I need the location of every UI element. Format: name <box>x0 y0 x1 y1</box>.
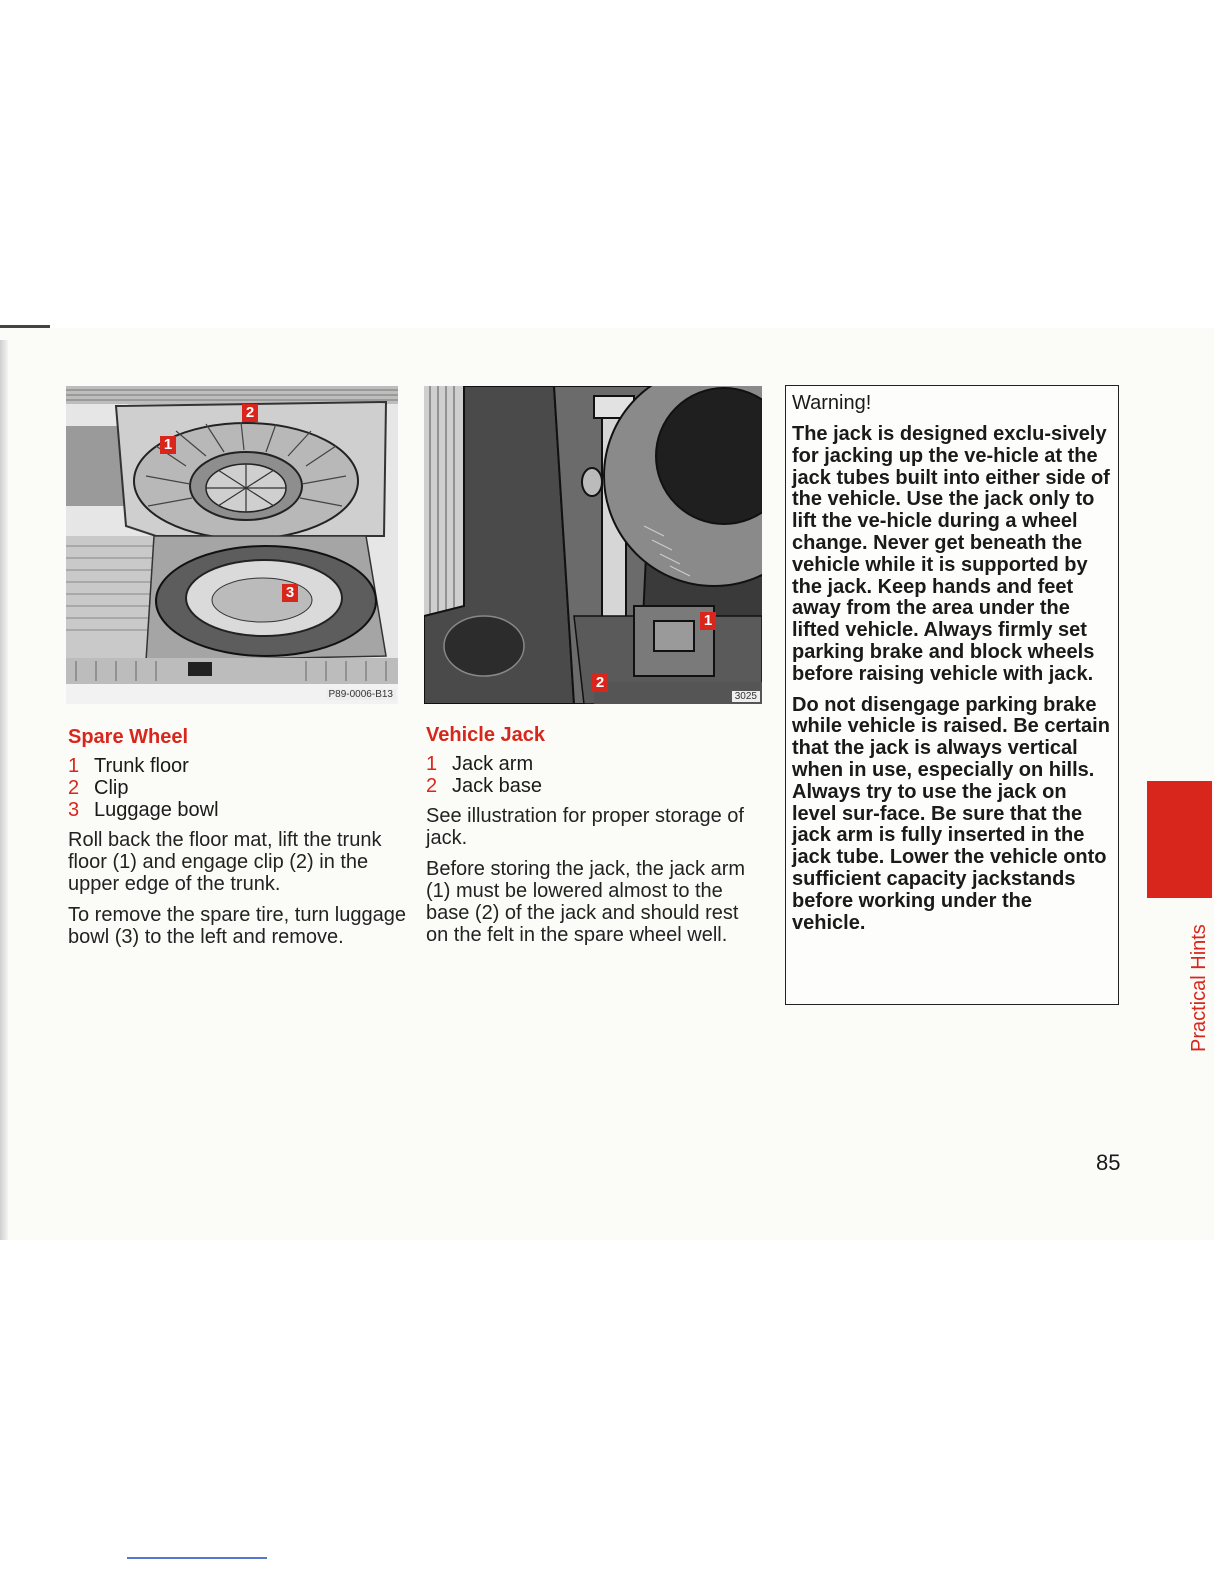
bottom-rule <box>127 1557 267 1559</box>
legend-number: 2 <box>68 777 80 799</box>
warning-title: Warning! <box>792 392 872 414</box>
warning-box <box>785 385 1119 1005</box>
legend-item <box>68 799 408 821</box>
body-paragraph: Roll back the floor mat, lift the trunk floor (1) and engage clip (2) in the upper edge of the trunk. <box>68 829 382 895</box>
crop-mark <box>0 325 50 328</box>
page-edge-shadow <box>0 340 8 1240</box>
legend-label: Luggage bowl <box>94 799 219 821</box>
page-number: 85 <box>1096 1150 1121 1175</box>
spare-wheel-illustration <box>66 386 398 704</box>
callout-2: 2 <box>592 674 608 692</box>
callout-1: 1 <box>700 612 716 630</box>
warning-paragraph: The jack is designed exclu-sively for jacking up the ve-hicle at the jack tubes built into either side of the vehicle. Use the jack only to lift the ve-hicle during a wheel change. Never get beneath the vehicle while it is supported by the jack. Keep hands and feet away from the area under the lifted vehicle. Always firmly set parking brake and block wheels before raising vehicle with jack. <box>792 423 1110 685</box>
figure-code: P89-0006-B13 <box>326 689 397 700</box>
legend-number: 2 <box>426 775 438 797</box>
legend-item <box>68 755 408 777</box>
chapter-tab <box>1147 781 1212 898</box>
spare-wheel-section <box>68 726 408 957</box>
legend-list <box>68 755 408 821</box>
legend-label: Trunk floor <box>94 755 189 777</box>
legend-label: Jack arm <box>452 753 534 775</box>
vehicle-jack-illustration <box>424 386 762 704</box>
body-paragraph: See illustration for proper storage of jack. <box>426 805 744 849</box>
body-paragraph: To remove the spare tire, turn luggage bowl (3) to the left and remove. <box>68 904 406 948</box>
callout-2: 2 <box>242 404 258 422</box>
warning-paragraph: Do not disengage parking brake while vehicle is raised. Be certain that the jack is always vertical when in use, especially on hills. Always try to use the jack on level sur-face. Be sure that the jack arm is fully inserted in the jack tube. Lower the vehicle onto sufficient capacity jackstands before working under the vehicle. <box>792 693 1110 934</box>
figure-code: 3025 <box>732 691 760 702</box>
legend-item <box>426 775 766 797</box>
legend-label: Clip <box>94 777 129 799</box>
callout-1: 1 <box>160 436 176 454</box>
legend-list <box>426 753 766 797</box>
chapter-label-text: Practical Hints <box>1188 924 1210 1052</box>
legend-number: 3 <box>68 799 80 821</box>
vehicle-jack-section <box>426 724 766 955</box>
body-paragraph: Before storing the jack, the jack arm (1) must be lowered almost to the base (2) of the jack and should rest on the felt in the spare wheel well. <box>426 858 746 946</box>
legend-label: Jack base <box>452 775 543 797</box>
legend-number: 1 <box>68 755 80 777</box>
legend-item <box>426 753 766 775</box>
section-heading: Vehicle Jack <box>426 724 545 746</box>
legend-number: 1 <box>426 753 438 775</box>
callout-3: 3 <box>282 584 298 602</box>
legend-item <box>68 777 408 799</box>
section-heading: Spare Wheel <box>68 726 189 748</box>
